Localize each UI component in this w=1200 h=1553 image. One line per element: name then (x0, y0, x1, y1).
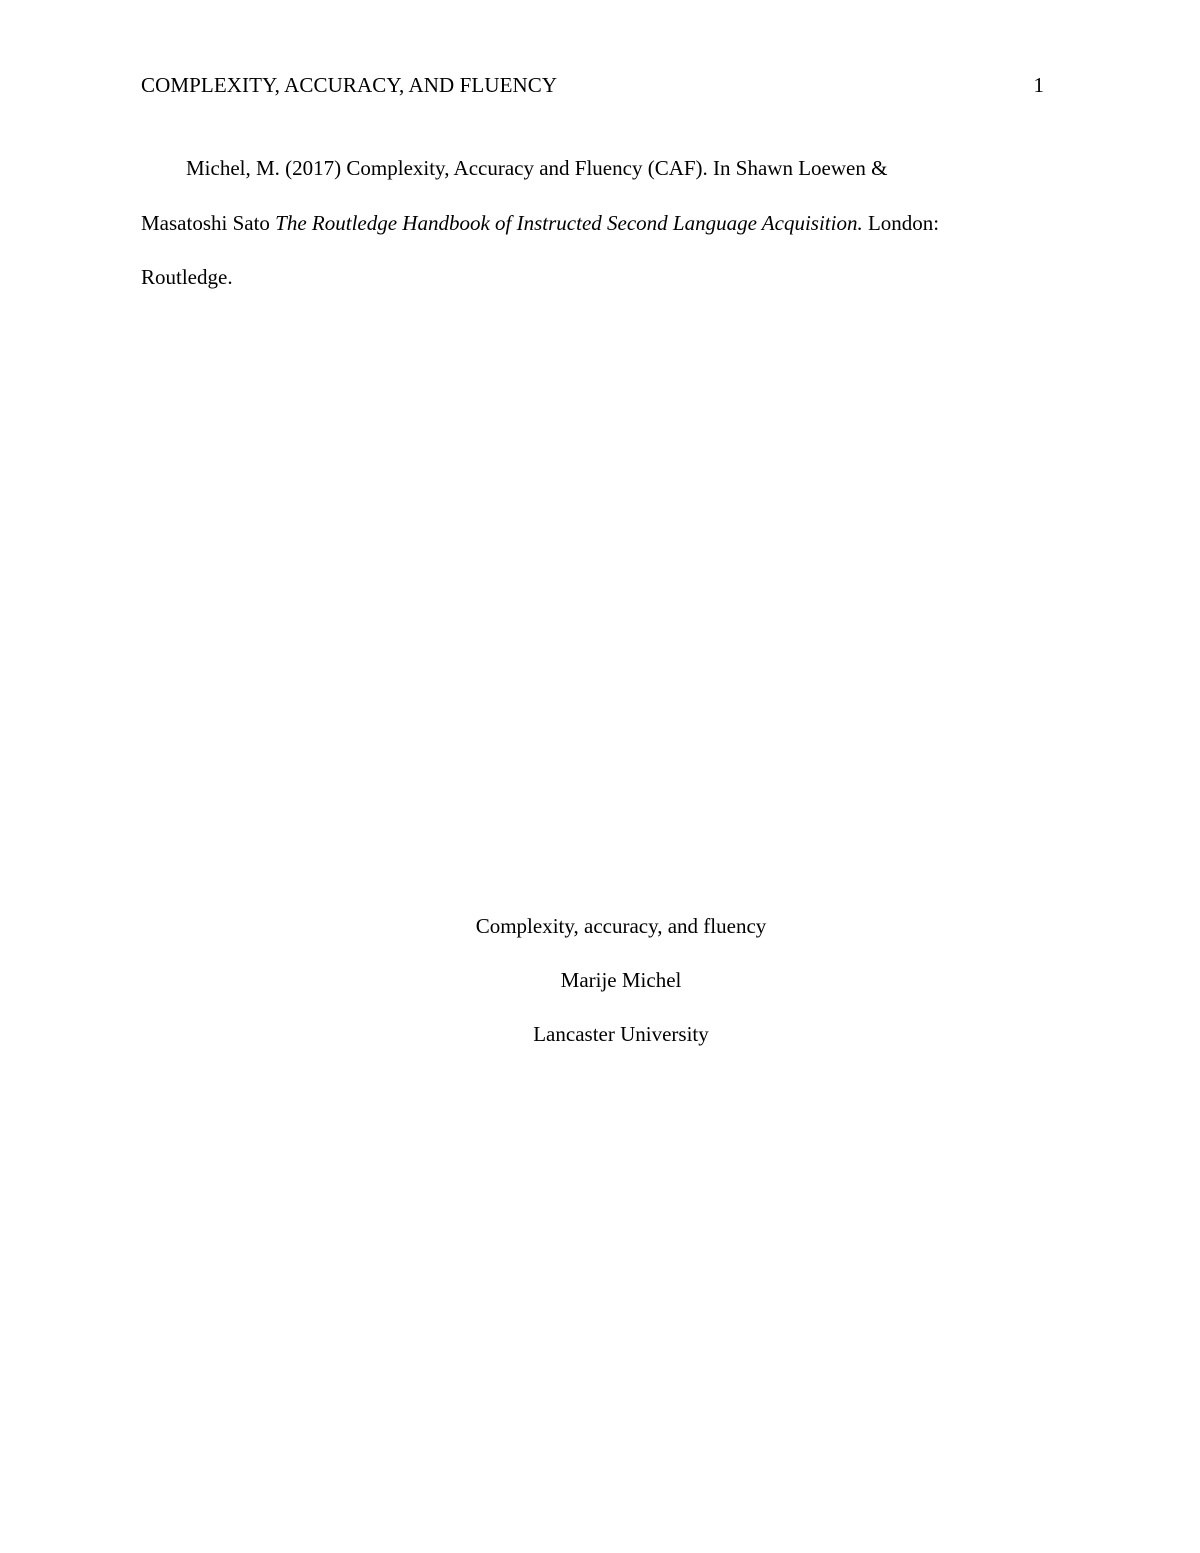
citation-place: London: (862, 210, 940, 235)
citation-line-2 (141, 196, 1056, 251)
running-head: COMPLEXITY, ACCURACY, AND FLUENCY (141, 73, 558, 97)
citation-editors: Masatoshi Sato (141, 210, 276, 235)
title-block (0, 899, 1200, 1061)
citation-book-title: The Routledge Handbook of Instructed Second Language Acquisition. (275, 210, 863, 235)
author-affiliation: Lancaster University (533, 1022, 709, 1046)
page-number: 1 (1033, 73, 1044, 97)
citation-paragraph (141, 141, 1056, 305)
author-name: Marije Michel (560, 968, 682, 992)
paper-title: Complexity, accuracy, and fluency (475, 914, 767, 938)
citation-line-1: Michel, M. (2017) Complexity, Accuracy and Fluency (CAF). In Shawn Loewen & (186, 156, 888, 180)
citation-line-3: Routledge. (141, 265, 233, 289)
